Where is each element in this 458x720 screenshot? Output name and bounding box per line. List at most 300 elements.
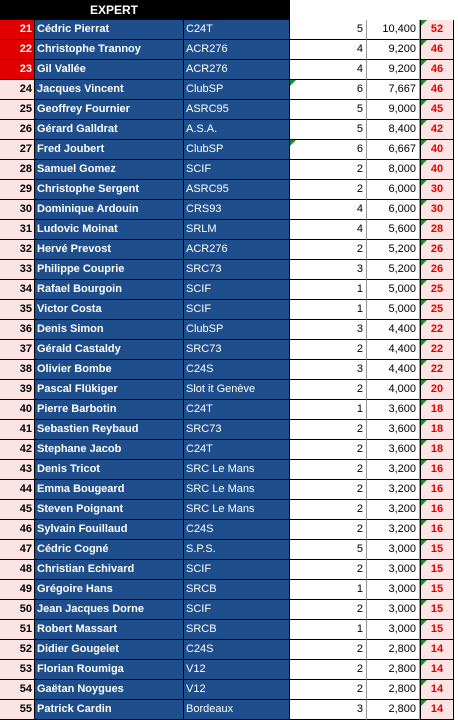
average-value: 9,200 — [388, 43, 416, 55]
table-row[interactable] — [0, 600, 458, 620]
driver-name: Dominique Ardouin — [37, 203, 139, 215]
driver-name-cell[interactable] — [35, 580, 184, 600]
driver-name-cell[interactable] — [35, 40, 184, 60]
driver-name-cell[interactable] — [35, 140, 184, 160]
club-name: SRC Le Mans — [186, 483, 255, 495]
average-cell[interactable] — [367, 480, 420, 500]
races-cell[interactable] — [290, 500, 367, 520]
club-cell[interactable] — [184, 240, 290, 260]
score-cell[interactable] — [420, 380, 454, 400]
driver-name-cell[interactable] — [35, 260, 184, 280]
table-row[interactable] — [0, 300, 458, 320]
rank-cell — [0, 620, 35, 640]
races-cell[interactable] — [290, 560, 367, 580]
comment-marker-icon — [421, 20, 427, 26]
driver-name-cell[interactable] — [35, 320, 184, 340]
club-cell[interactable] — [184, 120, 290, 140]
table-row[interactable] — [0, 180, 458, 200]
average-cell[interactable] — [367, 220, 420, 240]
rank-value: 46 — [19, 523, 32, 535]
driver-name-cell[interactable] — [35, 80, 184, 100]
table-row[interactable] — [0, 20, 458, 40]
races-cell[interactable] — [290, 520, 367, 540]
average-cell[interactable] — [367, 100, 420, 120]
races-cell[interactable] — [290, 120, 367, 140]
races-cell[interactable] — [290, 420, 367, 440]
club-name: C24S — [186, 523, 214, 535]
races-cell[interactable] — [290, 260, 367, 280]
races-cell[interactable] — [290, 360, 367, 380]
club-name: V12 — [186, 663, 206, 675]
club-cell[interactable] — [184, 500, 290, 520]
driver-name: Cédric Pierrat — [37, 23, 110, 35]
score-cell[interactable] — [420, 440, 454, 460]
table-row[interactable] — [0, 660, 458, 680]
driver-name-cell[interactable] — [35, 280, 184, 300]
club-cell[interactable] — [184, 580, 290, 600]
driver-name-cell[interactable] — [35, 540, 184, 560]
rank-cell — [0, 180, 35, 200]
driver-name-cell[interactable] — [35, 420, 184, 440]
driver-name-cell[interactable] — [35, 480, 184, 500]
club-name: SCIF — [186, 563, 212, 575]
driver-name: Gaëtan Noygues — [37, 683, 124, 695]
races-cell[interactable] — [290, 240, 367, 260]
ranking-table — [0, 20, 458, 720]
rank-cell — [0, 380, 35, 400]
rank-value: 25 — [19, 103, 32, 115]
average-cell[interactable] — [367, 520, 420, 540]
average-cell[interactable] — [367, 680, 420, 700]
rank-cell — [0, 560, 35, 580]
average-cell[interactable] — [367, 440, 420, 460]
comment-marker-icon — [421, 440, 427, 446]
club-cell[interactable] — [184, 300, 290, 320]
table-row[interactable] — [0, 500, 458, 520]
rank-value: 53 — [19, 663, 32, 675]
average-value: 4,000 — [388, 383, 416, 395]
driver-name-cell[interactable] — [35, 640, 184, 660]
races-cell[interactable] — [290, 220, 367, 240]
club-cell[interactable] — [184, 420, 290, 440]
average-cell[interactable] — [367, 260, 420, 280]
races-cell[interactable] — [290, 300, 367, 320]
races-value: 2 — [356, 183, 363, 195]
score-cell[interactable] — [420, 100, 454, 120]
average-cell[interactable] — [367, 460, 420, 480]
club-cell[interactable] — [184, 360, 290, 380]
average-cell[interactable] — [367, 300, 420, 320]
races-cell[interactable] — [290, 380, 367, 400]
club-cell[interactable] — [184, 440, 290, 460]
comment-marker-icon — [421, 480, 427, 486]
rank-value: 41 — [19, 423, 32, 435]
driver-name: Sebastien Reybaud — [37, 423, 139, 435]
average-cell[interactable] — [367, 560, 420, 580]
table-row[interactable] — [0, 80, 458, 100]
average-value: 2,800 — [388, 703, 416, 715]
average-cell[interactable] — [367, 280, 420, 300]
club-cell[interactable] — [184, 40, 290, 60]
races-cell[interactable] — [290, 580, 367, 600]
table-row[interactable] — [0, 480, 458, 500]
table-row[interactable] — [0, 240, 458, 260]
driver-name-cell[interactable] — [35, 700, 184, 720]
average-cell[interactable] — [367, 200, 420, 220]
driver-name-cell[interactable] — [35, 220, 184, 240]
table-row[interactable] — [0, 460, 458, 480]
club-cell[interactable] — [184, 20, 290, 40]
table-row[interactable] — [0, 340, 458, 360]
score-value: 18 — [430, 423, 444, 435]
races-cell[interactable] — [290, 160, 367, 180]
score-cell[interactable] — [420, 600, 454, 620]
races-cell[interactable] — [290, 440, 367, 460]
club-cell[interactable] — [184, 700, 290, 720]
table-row[interactable] — [0, 140, 458, 160]
rank-value: 44 — [19, 483, 32, 495]
table-row[interactable] — [0, 280, 458, 300]
races-cell[interactable] — [290, 180, 367, 200]
driver-name: Patrick Cardin — [37, 703, 112, 715]
score-cell[interactable] — [420, 140, 454, 160]
rank-cell — [0, 280, 35, 300]
average-cell[interactable] — [367, 620, 420, 640]
score-cell[interactable] — [420, 180, 454, 200]
club-name: C24S — [186, 643, 214, 655]
average-cell[interactable] — [367, 420, 420, 440]
average-value: 2,800 — [388, 663, 416, 675]
table-row[interactable] — [0, 520, 458, 540]
club-cell[interactable] — [184, 180, 290, 200]
average-cell[interactable] — [367, 120, 420, 140]
table-row[interactable] — [0, 400, 458, 420]
score-cell[interactable] — [420, 320, 454, 340]
score-value: 14 — [430, 643, 444, 655]
score-value: 30 — [430, 203, 444, 215]
table-row[interactable] — [0, 380, 458, 400]
club-cell[interactable] — [184, 600, 290, 620]
table-row[interactable] — [0, 320, 458, 340]
score-value: 22 — [430, 323, 444, 335]
average-cell[interactable] — [367, 400, 420, 420]
driver-name-cell[interactable] — [35, 680, 184, 700]
club-cell[interactable] — [184, 80, 290, 100]
table-row[interactable] — [0, 160, 458, 180]
driver-name-cell[interactable] — [35, 380, 184, 400]
races-cell[interactable] — [290, 60, 367, 80]
score-cell[interactable] — [420, 580, 454, 600]
club-cell[interactable] — [184, 200, 290, 220]
average-cell[interactable] — [367, 500, 420, 520]
score-cell[interactable] — [420, 60, 454, 80]
average-cell[interactable] — [367, 320, 420, 340]
races-cell[interactable] — [290, 200, 367, 220]
driver-name-cell[interactable] — [35, 460, 184, 480]
average-cell[interactable] — [367, 180, 420, 200]
score-cell[interactable] — [420, 360, 454, 380]
score-cell[interactable] — [420, 620, 454, 640]
table-row[interactable] — [0, 40, 458, 60]
driver-name-cell[interactable] — [35, 440, 184, 460]
table-row[interactable] — [0, 200, 458, 220]
score-cell[interactable] — [420, 540, 454, 560]
score-cell[interactable] — [420, 40, 454, 60]
average-cell[interactable] — [367, 540, 420, 560]
driver-name-cell[interactable] — [35, 240, 184, 260]
average-value: 5,600 — [388, 223, 416, 235]
score-value: 15 — [430, 603, 444, 615]
score-cell[interactable] — [420, 560, 454, 580]
driver-name: Christophe Sergent — [37, 183, 140, 195]
club-cell[interactable] — [184, 260, 290, 280]
comment-marker-icon — [421, 120, 427, 126]
rank-value: 39 — [19, 383, 32, 395]
club-cell[interactable] — [184, 640, 290, 660]
average-value: 6,000 — [388, 203, 416, 215]
score-cell[interactable] — [420, 640, 454, 660]
average-cell[interactable] — [367, 60, 420, 80]
average-value: 3,000 — [388, 623, 416, 635]
average-cell[interactable] — [367, 140, 420, 160]
rank-cell — [0, 400, 35, 420]
score-cell[interactable] — [420, 480, 454, 500]
club-cell[interactable] — [184, 280, 290, 300]
score-cell[interactable] — [420, 220, 454, 240]
table-row[interactable] — [0, 640, 458, 660]
driver-name-cell[interactable] — [35, 180, 184, 200]
score-value: 52 — [430, 23, 444, 35]
score-cell[interactable] — [420, 420, 454, 440]
club-name: SCIF — [186, 303, 212, 315]
rank-cell — [0, 300, 35, 320]
driver-name-cell[interactable] — [35, 300, 184, 320]
table-row[interactable] — [0, 540, 458, 560]
driver-name: Jacques Vincent — [37, 83, 124, 95]
races-cell[interactable] — [290, 100, 367, 120]
driver-name-cell[interactable] — [35, 100, 184, 120]
driver-name-cell[interactable] — [35, 20, 184, 40]
races-cell[interactable] — [290, 480, 367, 500]
races-value: 2 — [356, 343, 363, 355]
score-value: 22 — [430, 363, 444, 375]
average-cell[interactable] — [367, 160, 420, 180]
club-name: SRC73 — [186, 263, 222, 275]
club-cell[interactable] — [184, 220, 290, 240]
races-value: 2 — [356, 243, 363, 255]
club-cell[interactable] — [184, 620, 290, 640]
club-cell[interactable] — [184, 540, 290, 560]
average-cell[interactable] — [367, 340, 420, 360]
club-name: SCIF — [186, 283, 212, 295]
driver-name-cell[interactable] — [35, 520, 184, 540]
score-cell[interactable] — [420, 240, 454, 260]
races-value: 6 — [356, 143, 363, 155]
score-cell[interactable] — [420, 300, 454, 320]
club-cell[interactable] — [184, 680, 290, 700]
driver-name: Gil Vallée — [37, 63, 86, 75]
score-cell[interactable] — [420, 460, 454, 480]
average-cell[interactable] — [367, 20, 420, 40]
comment-marker-icon — [421, 420, 427, 426]
average-cell[interactable] — [367, 240, 420, 260]
rank-value: 45 — [19, 503, 32, 515]
average-cell[interactable] — [367, 40, 420, 60]
driver-name: Grégoire Hans — [37, 583, 113, 595]
driver-name-cell[interactable] — [35, 600, 184, 620]
races-cell[interactable] — [290, 620, 367, 640]
average-cell[interactable] — [367, 380, 420, 400]
rank-cell — [0, 220, 35, 240]
races-value: 5 — [356, 543, 363, 555]
score-cell[interactable] — [420, 80, 454, 100]
driver-name-cell[interactable] — [35, 340, 184, 360]
club-cell[interactable] — [184, 320, 290, 340]
table-row[interactable] — [0, 700, 458, 720]
average-cell[interactable] — [367, 600, 420, 620]
table-row[interactable] — [0, 100, 458, 120]
table-row[interactable] — [0, 620, 458, 640]
rank-value: 30 — [19, 203, 32, 215]
club-cell[interactable] — [184, 160, 290, 180]
driver-name-cell[interactable] — [35, 60, 184, 80]
score-cell[interactable] — [420, 20, 454, 40]
club-cell[interactable] — [184, 520, 290, 540]
rank-value: 55 — [19, 703, 32, 715]
table-row[interactable] — [0, 60, 458, 80]
club-name: SCIF — [186, 603, 212, 615]
table-row[interactable] — [0, 440, 458, 460]
rank-value: 35 — [19, 303, 32, 315]
rank-cell — [0, 640, 35, 660]
races-value: 5 — [356, 23, 363, 35]
average-value: 6,667 — [388, 143, 416, 155]
races-cell[interactable] — [290, 400, 367, 420]
average-cell[interactable] — [367, 360, 420, 380]
table-row[interactable] — [0, 360, 458, 380]
races-cell[interactable] — [290, 700, 367, 720]
races-cell[interactable] — [290, 680, 367, 700]
score-cell[interactable] — [420, 340, 454, 360]
average-value: 4,400 — [388, 363, 416, 375]
races-cell[interactable] — [290, 340, 367, 360]
score-cell[interactable] — [420, 520, 454, 540]
score-value: 16 — [430, 463, 444, 475]
table-row[interactable] — [0, 580, 458, 600]
comment-marker-icon — [421, 660, 427, 666]
table-row[interactable] — [0, 220, 458, 240]
races-cell[interactable] — [290, 660, 367, 680]
club-cell[interactable] — [184, 480, 290, 500]
driver-name-cell[interactable] — [35, 160, 184, 180]
score-cell[interactable] — [420, 400, 454, 420]
races-cell[interactable] — [290, 600, 367, 620]
races-value: 2 — [356, 523, 363, 535]
club-cell[interactable] — [184, 560, 290, 580]
races-cell[interactable] — [290, 540, 367, 560]
table-row[interactable] — [0, 420, 458, 440]
driver-name-cell[interactable] — [35, 660, 184, 680]
driver-name: Christian Echivard — [37, 563, 135, 575]
table-row[interactable] — [0, 560, 458, 580]
club-cell[interactable] — [184, 380, 290, 400]
score-cell[interactable] — [420, 500, 454, 520]
club-name: SRC Le Mans — [186, 463, 255, 475]
driver-name-cell[interactable] — [35, 200, 184, 220]
races-cell[interactable] — [290, 80, 367, 100]
rank-cell — [0, 20, 35, 40]
club-name: SRC Le Mans — [186, 503, 255, 515]
comment-marker-icon — [421, 320, 427, 326]
comment-marker-icon — [421, 680, 427, 686]
driver-name-cell[interactable] — [35, 360, 184, 380]
driver-name: Jean Jacques Dorne — [37, 603, 144, 615]
club-name: ASRC95 — [186, 103, 229, 115]
comment-marker-icon — [421, 560, 427, 566]
driver-name: Hervé Prevost — [37, 243, 111, 255]
driver-name-cell[interactable] — [35, 120, 184, 140]
score-cell[interactable] — [420, 680, 454, 700]
races-cell[interactable] — [290, 460, 367, 480]
races-value: 2 — [356, 603, 363, 615]
score-cell[interactable] — [420, 660, 454, 680]
club-cell[interactable] — [184, 140, 290, 160]
score-value: 15 — [430, 583, 444, 595]
club-cell[interactable] — [184, 460, 290, 480]
score-cell[interactable] — [420, 700, 454, 720]
races-cell[interactable] — [290, 140, 367, 160]
average-value: 5,000 — [388, 283, 416, 295]
driver-name: Denis Tricot — [37, 463, 100, 475]
average-cell[interactable] — [367, 80, 420, 100]
rank-value: 22 — [19, 43, 32, 55]
races-cell[interactable] — [290, 320, 367, 340]
club-cell[interactable] — [184, 660, 290, 680]
average-value: 2,800 — [388, 683, 416, 695]
driver-name-cell[interactable] — [35, 400, 184, 420]
score-value: 26 — [430, 243, 444, 255]
score-cell[interactable] — [420, 280, 454, 300]
driver-name-cell[interactable] — [35, 500, 184, 520]
average-cell[interactable] — [367, 580, 420, 600]
average-value: 3,200 — [388, 463, 416, 475]
races-cell[interactable] — [290, 280, 367, 300]
score-cell[interactable] — [420, 120, 454, 140]
races-cell[interactable] — [290, 640, 367, 660]
races-cell[interactable] — [290, 40, 367, 60]
score-cell[interactable] — [420, 200, 454, 220]
average-cell[interactable] — [367, 640, 420, 660]
table-row[interactable] — [0, 260, 458, 280]
club-cell[interactable] — [184, 400, 290, 420]
comment-marker-icon — [421, 580, 427, 586]
club-cell[interactable] — [184, 100, 290, 120]
score-value: 15 — [430, 563, 444, 575]
average-cell[interactable] — [367, 700, 420, 720]
comment-marker-icon — [421, 260, 427, 266]
average-cell[interactable] — [367, 660, 420, 680]
races-cell[interactable] — [290, 20, 367, 40]
driver-name-cell[interactable] — [35, 620, 184, 640]
table-row[interactable] — [0, 680, 458, 700]
club-cell[interactable] — [184, 60, 290, 80]
score-cell[interactable] — [420, 260, 454, 280]
club-cell[interactable] — [184, 340, 290, 360]
score-value: 16 — [430, 483, 444, 495]
table-row[interactable] — [0, 120, 458, 140]
driver-name-cell[interactable] — [35, 560, 184, 580]
score-cell[interactable] — [420, 160, 454, 180]
